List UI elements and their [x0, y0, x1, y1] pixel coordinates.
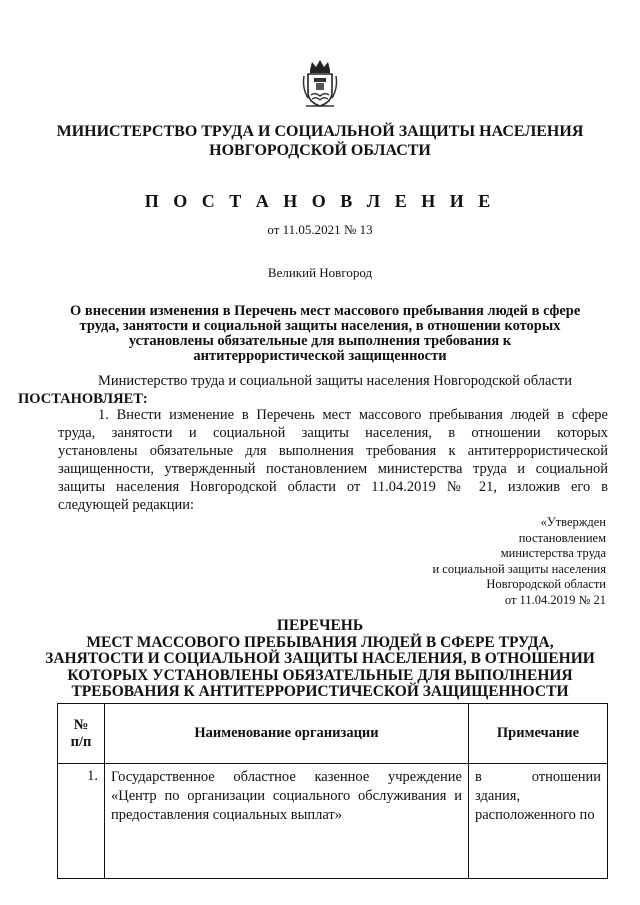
subject-line-1: О внесении изменения в Перечень мест массового пребывания людей в сфере — [70, 303, 581, 319]
item-1-line-1: 1. Внести изменение в Перечень мест массового пребывания людей в сфере — [98, 407, 608, 423]
approval-line-3: министерства труда — [500, 546, 606, 560]
table-row — [58, 764, 608, 879]
column-header-number — [58, 704, 105, 764]
row-organization-name — [105, 764, 469, 879]
note-line-2: здания, — [475, 788, 521, 804]
novgorod-coat-of-arms-icon — [300, 58, 340, 110]
item-1-paragraph — [58, 406, 608, 514]
list-title-line-2: МЕСТ МАССОВОГО ПРЕБЫВАНИЯ ЛЮДЕЙ В СФЕРЕ ТРУДА, — [86, 633, 554, 651]
note-line-3: расположенного по — [475, 807, 595, 823]
list-title — [40, 618, 600, 701]
approval-line-1: «Утвержден — [540, 515, 606, 529]
item-1-line-5: защиты населения Новгородской области от 11.04.2019 № 21, изложив его в — [58, 479, 608, 495]
approval-line-5: Новгородской области — [486, 577, 606, 591]
item-1-line-6: следующей редакции: — [58, 497, 195, 513]
column-header-number-line-1: № — [73, 716, 89, 733]
approval-stamp-block — [432, 515, 606, 608]
intro-text: Министерство труда и социальной защиты населения Новгородской области — [98, 373, 573, 389]
list-title-line-4: КОТОРЫХ УСТАНОВЛЕНЫ ОБЯЗАТЕЛЬНЫЕ ДЛЯ ВЫПОЛНЕНИЯ — [67, 666, 573, 684]
document-date: 11.05.2021 — [282, 222, 341, 237]
ministry-line-1: МИНИСТЕРСТВО ТРУДА И СОЦИАЛЬНОЙ ЗАЩИТЫ НАСЕЛЕНИЯ — [56, 123, 584, 140]
list-title-line-3: ЗАНЯТОСТИ И СОЦИАЛЬНОЙ ЗАЩИТЫ НАСЕЛЕНИЯ, В ОТНОШЕНИИ — [45, 650, 595, 667]
organization-name-line-3: предоставления социальных выплат» — [111, 807, 342, 823]
table-header-row — [58, 704, 608, 764]
row-number: 1. — [58, 764, 105, 879]
document-type-title: П О С Т А Н О В Л Е Н И Е — [144, 191, 496, 211]
item-1-line-3: установлены обязательные для выполнения требования к антитеррористической — [58, 443, 608, 459]
number-sign: № — [343, 222, 357, 237]
approval-line-6: от 11.04.2019 № 21 — [504, 592, 606, 607]
ministry-name — [40, 122, 600, 160]
city-name: Великий Новгород — [267, 265, 373, 280]
subject-line-2: труда, занятости и социальной защиты населения, в отношении которых — [79, 318, 561, 334]
approval-line-4: и социальной защиты населения — [432, 561, 606, 576]
date-number-line — [40, 222, 600, 238]
date-prefix: от — [267, 222, 280, 237]
intro-paragraph — [18, 372, 608, 408]
subject-line-4: антитеррористической защищенности — [193, 348, 447, 364]
subject-line-3: установлены обязательные для выполнения требования к — [128, 333, 512, 349]
document-number: 13 — [359, 222, 373, 237]
column-header-note: Примечание — [469, 704, 608, 764]
ministry-line-2: НОВГОРОДСКОЙ ОБЛАСТИ — [209, 142, 431, 159]
organization-name-line-1: Государственное областное казенное учреждение — [111, 769, 462, 785]
organizations-table — [57, 703, 608, 879]
note-line-1: в отношении — [475, 769, 601, 785]
column-header-number-line-2: п/п — [70, 733, 92, 750]
list-title-line-5: ТРЕБОВАНИЯ К АНТИТЕРРОРИСТИЧЕСКОЙ ЗАЩИЩЕННОСТИ — [71, 683, 569, 700]
item-1-line-4: защищенности, утвержденный постановлением министерства труда и социальной — [58, 461, 608, 477]
approval-line-2: постановлением — [518, 530, 606, 545]
resolves-label: ПОСТАНОВЛЯЕТ: — [18, 391, 148, 407]
decree-subject — [70, 303, 581, 364]
column-header-name: Наименование организации — [105, 704, 469, 764]
item-1-line-2: труда, занятости и социальной защиты населения, в отношении которых — [58, 425, 608, 441]
organization-name-line-2: «Центр по организации социального обслуживания и — [111, 788, 462, 804]
row-note — [469, 764, 608, 879]
list-title-line-1: ПЕРЕЧЕНЬ — [276, 617, 364, 634]
